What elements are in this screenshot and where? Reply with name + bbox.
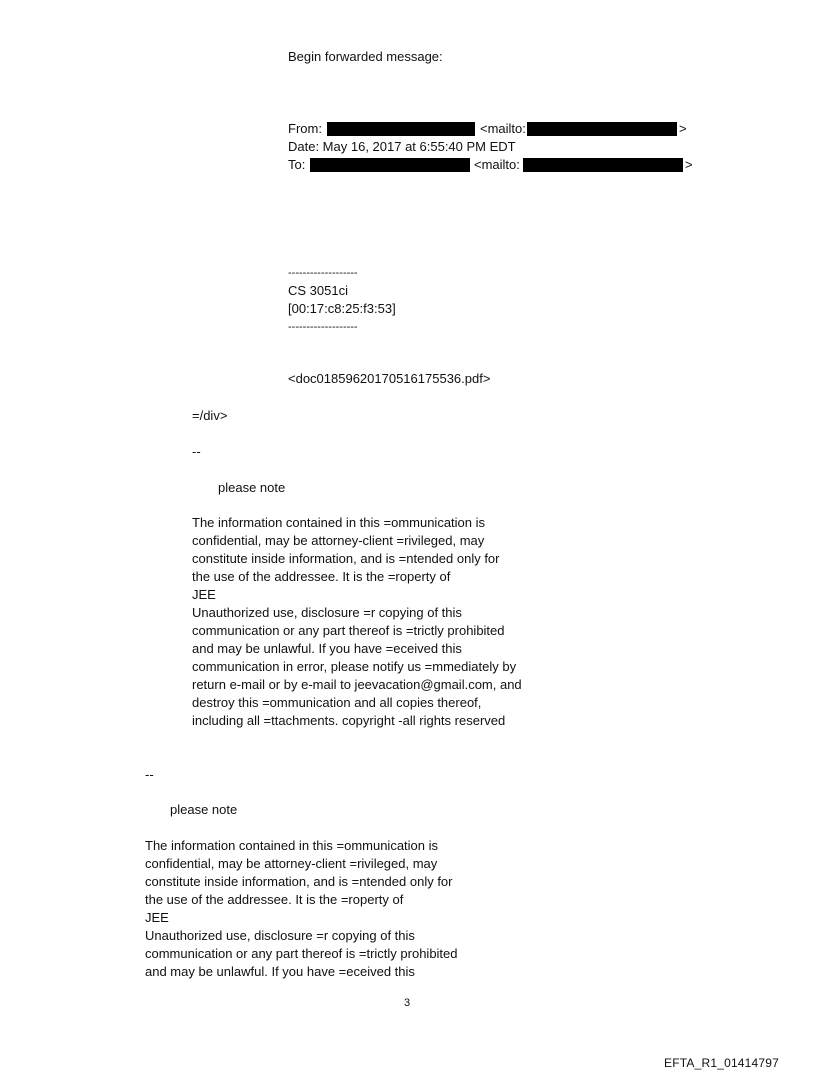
disclaimer-line: communication in error, please notify us =mmediately by xyxy=(192,659,517,674)
disclaimer-line: The information contained in this =ommunication is xyxy=(145,838,439,853)
signature-name: CS 3051ci xyxy=(288,283,348,298)
disclaimer-line: Unauthorized use, disclosure =r copying of this xyxy=(145,928,415,943)
disclaimer-line: Unauthorized use, disclosure =r copying of this xyxy=(192,605,462,620)
redaction-bar xyxy=(527,122,677,136)
signature-dash-top: ------------------- xyxy=(288,267,358,279)
from-label: From: xyxy=(288,121,322,136)
outer-separator: -- xyxy=(145,767,154,782)
attachment-name: <doc01859620170516175536.pdf> xyxy=(288,371,491,386)
disclaimer-line: constitute inside information, and is =ntended only for xyxy=(192,551,500,566)
forward-header: Begin forwarded message: xyxy=(288,49,443,64)
disclaimer-line: confidential, may be attorney-client =rivileged, may xyxy=(145,856,438,871)
from-mailto: <mailto: xyxy=(480,121,526,136)
disclaimer-line: the use of the addressee. It is the =roperty of xyxy=(192,569,451,584)
from-close: > xyxy=(679,121,687,136)
inner-disclaimer-body xyxy=(192,514,522,730)
inner-disclaimer-heading: please note xyxy=(218,480,286,495)
inner-separator: -- xyxy=(192,444,201,459)
disclaimer-line: JEE xyxy=(192,587,216,602)
signature-mac: [00:17:c8:25:f3:53] xyxy=(288,301,396,316)
to-mailto: <mailto: xyxy=(474,157,520,172)
disclaimer-line: return e-mail or by e-mail to jeevacation@gmail.com, and xyxy=(192,677,522,692)
redaction-bar xyxy=(310,158,470,172)
disclaimer-line: communication or any part thereof is =trictly prohibited xyxy=(192,623,505,638)
disclaimer-line: and may be unlawful. If you have =eceived this xyxy=(192,641,462,656)
date-line: Date: May 16, 2017 at 6:55:40 PM EDT xyxy=(288,139,516,154)
outer-disclaimer-body xyxy=(145,837,458,981)
outer-disclaimer-heading: please note xyxy=(170,802,238,817)
to-label: To: xyxy=(288,157,306,172)
disclaimer-line: including all =ttachments. copyright -all rights reserved xyxy=(192,713,506,728)
redaction-bar xyxy=(327,122,475,136)
disclaimer-line: and may be unlawful. If you have =eceived this xyxy=(145,964,415,979)
disclaimer-line: communication or any part thereof is =trictly prohibited xyxy=(145,946,458,961)
disclaimer-line: JEE xyxy=(145,910,169,925)
redaction-bar xyxy=(523,158,683,172)
disclaimer-line: destroy this =ommunication and all copies thereof, xyxy=(192,695,482,710)
bates-id: EFTA_R1_01414797 xyxy=(664,1056,780,1070)
page-number: 3 xyxy=(404,997,411,1009)
div-close-text: =/div> xyxy=(192,408,228,423)
disclaimer-line: The information contained in this =ommunication is xyxy=(192,515,486,530)
disclaimer-line: confidential, may be attorney-client =rivileged, may xyxy=(192,533,485,548)
disclaimer-line: the use of the addressee. It is the =roperty of xyxy=(145,892,404,907)
signature-dash-bottom: ------------------- xyxy=(288,321,358,333)
disclaimer-line: constitute inside information, and is =ntended only for xyxy=(145,874,453,889)
to-close: > xyxy=(685,157,693,172)
